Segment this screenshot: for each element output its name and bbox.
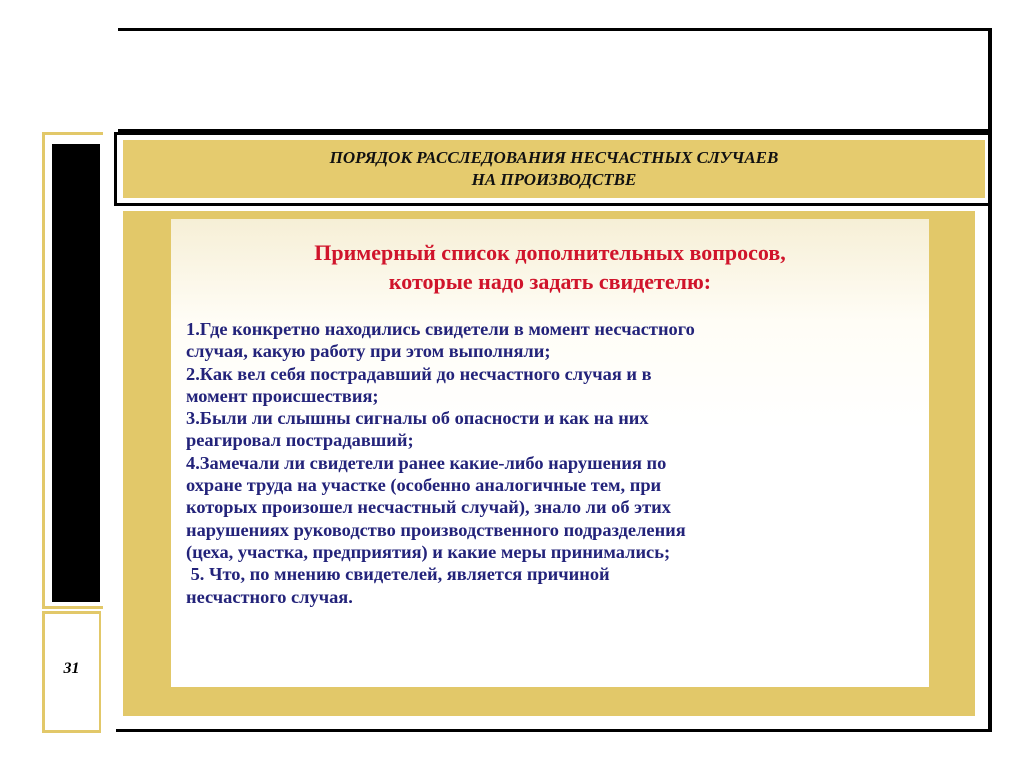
- card-heading: [171, 238, 929, 296]
- question-line: реагировал пострадавший;: [186, 430, 414, 451]
- question-line: нарушениях руководство производственного подразделения: [186, 519, 686, 540]
- question-line: (цеха, участка, предприятия) и какие меры принимались;: [186, 541, 671, 562]
- question-line: охране труда на участке (особенно аналогичные тем, при: [186, 475, 662, 496]
- card-heading-line: которые надо задать свидетелю:: [388, 269, 712, 294]
- question-line: момент происшествия;: [186, 385, 379, 406]
- slide-title: [123, 140, 985, 198]
- question-line: 2.Как вел себя пострадавший до несчастного случая и в: [186, 363, 652, 384]
- slide-number: 31: [63, 660, 80, 677]
- slide-title-line: ПОРЯДОК РАССЛЕДОВАНИЯ НЕСЧАСТНЫХ СЛУЧАЕВ: [329, 148, 779, 167]
- question-line: 3.Были ли слышны сигналы об опасности и как на них: [186, 408, 649, 429]
- left-black-bar: [52, 144, 100, 602]
- question-line: 1.Где конкретно находились свидетели в момент несчастного: [186, 319, 695, 339]
- question-line: которых произошел несчастный случай), знало ли об этих: [186, 497, 671, 518]
- card-heading-line: Примерный список дополнительных вопросов,: [314, 240, 786, 265]
- question-line: несчастного случая.: [186, 586, 353, 607]
- question-line: 5. Что, по мнению свидетелей, является причиной: [186, 564, 610, 585]
- question-line: случая, какую работу при этом выполняли;: [186, 341, 551, 362]
- question-list: [186, 318, 916, 608]
- slide-title-line: НА ПРОИЗВОДСТВЕ: [471, 170, 637, 189]
- top-frame: [118, 28, 992, 132]
- question-line: 4.Замечали ли свидетели ранее какие-либо нарушения по: [186, 452, 667, 473]
